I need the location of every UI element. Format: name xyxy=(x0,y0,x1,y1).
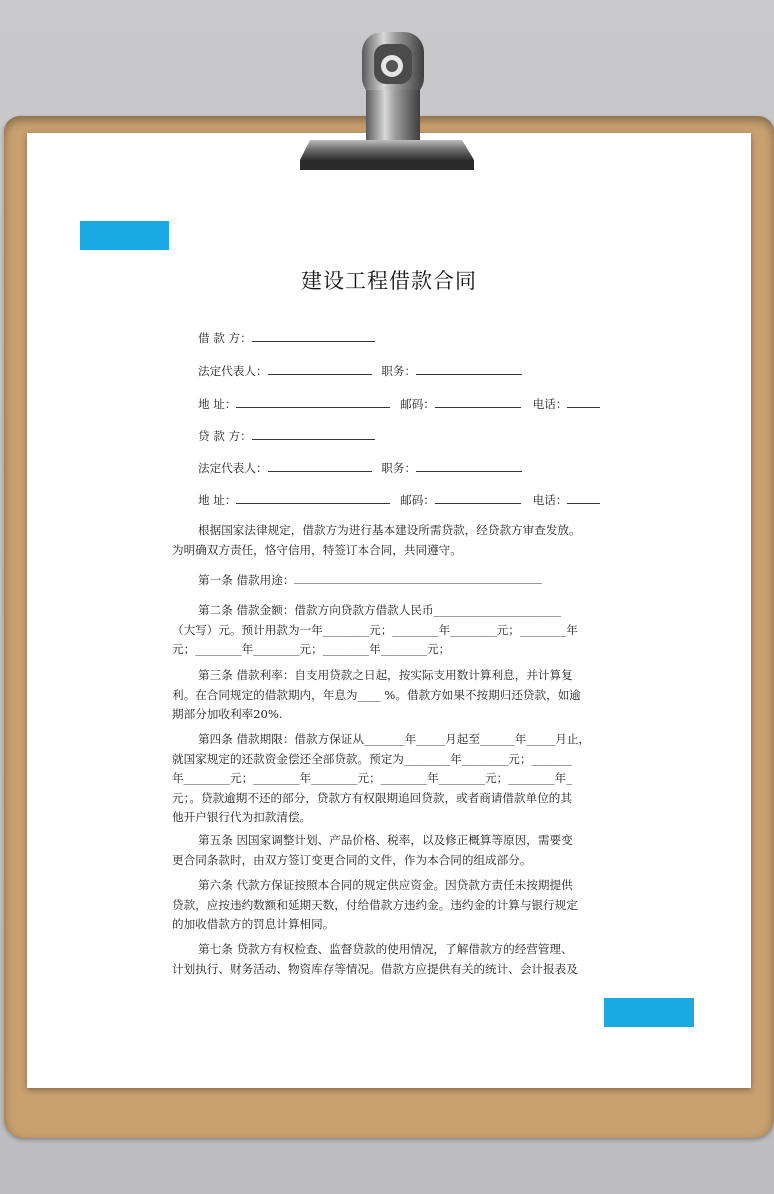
borrower-legal-rep-row xyxy=(198,363,522,378)
article-4: 第四条 借款期限：借款方保证从_______年_____月起至______年_____月止， 就国家规定的还款资金偿还全部贷款。预定为________年________元；_______ 年________元；________年________元；________年________元；________年_ 元；。贷款逾期不还的部分，贷款方有权限期追回贷款，或者商请借款单位的其 他开户银行代为扣款清偿。 xyxy=(172,732,591,824)
article-6: 第六条 代款方保证按照本合同的规定供应资金。因贷款方责任未按期提供 贷款，应按违约数额和延期天数，付给借款方违约金。违约金的计算与银行规定 的加收借款方的罚息计算相同。 xyxy=(172,878,578,931)
article-1: 第一条 借款用途： xyxy=(198,572,542,587)
legal-rep-label: 法定代表人： xyxy=(198,364,268,378)
borrower-address-row xyxy=(198,396,600,411)
phone-label: 电话： xyxy=(532,397,568,411)
borrower-blank xyxy=(252,330,375,342)
position-label: 职务： xyxy=(381,364,417,378)
borrower-row xyxy=(198,330,375,345)
lender-row xyxy=(198,428,375,443)
accent-bar-bottom xyxy=(604,998,694,1027)
article-3: 第三条 借款利率：自支用贷款之日起，按实际支用数计算利息，并计算复 利。在合同规定的借款期内，年息为____ %。借款方如果不按期归还贷款，如逾 期部分加收利率20%. xyxy=(172,668,581,721)
intro-paragraph: 根据国家法律规定，借款方为进行基本建设所需贷款，经贷款方审查发放。 为明确双方责任，恪守信用，特签订本合同，共同遵守。 xyxy=(172,523,581,557)
address-label: 地 址： xyxy=(198,397,237,411)
lender-address-row: 地 址： 邮码： 电话： xyxy=(198,492,600,507)
document-page xyxy=(27,133,751,1088)
article-2: 第二条 借款金额：借款方向贷款方借款人民币______________________ （大写）元。预计用款为一年________元；________年________元；________年 元；________年________元；________年________元； xyxy=(172,603,578,656)
borrower-label: 借 款 方： xyxy=(198,331,252,345)
lender-label: 贷 款 方： xyxy=(198,429,252,443)
document-title: 建设工程借款合同 xyxy=(301,269,477,293)
accent-bar-top xyxy=(80,221,169,250)
binder-clip-icon xyxy=(296,28,476,178)
article-5: 第五条 因国家调整计划、产品价格、税率，以及修正概算等原因，需要变 更合同条款时，由双方签订变更合同的文件，作为本合同的组成部分。 xyxy=(172,833,573,867)
postcode-label: 邮码： xyxy=(400,397,435,411)
lender-legal-rep-row: 法定代表人： 职务： xyxy=(198,460,522,475)
article-7: 第七条 贷款方有权检查、监督贷款的使用情况，了解借款方的经营管理、 计划执行、财务活动、物资库存等情况。借款方应提供有关的统计、会计报表及 xyxy=(172,942,578,976)
